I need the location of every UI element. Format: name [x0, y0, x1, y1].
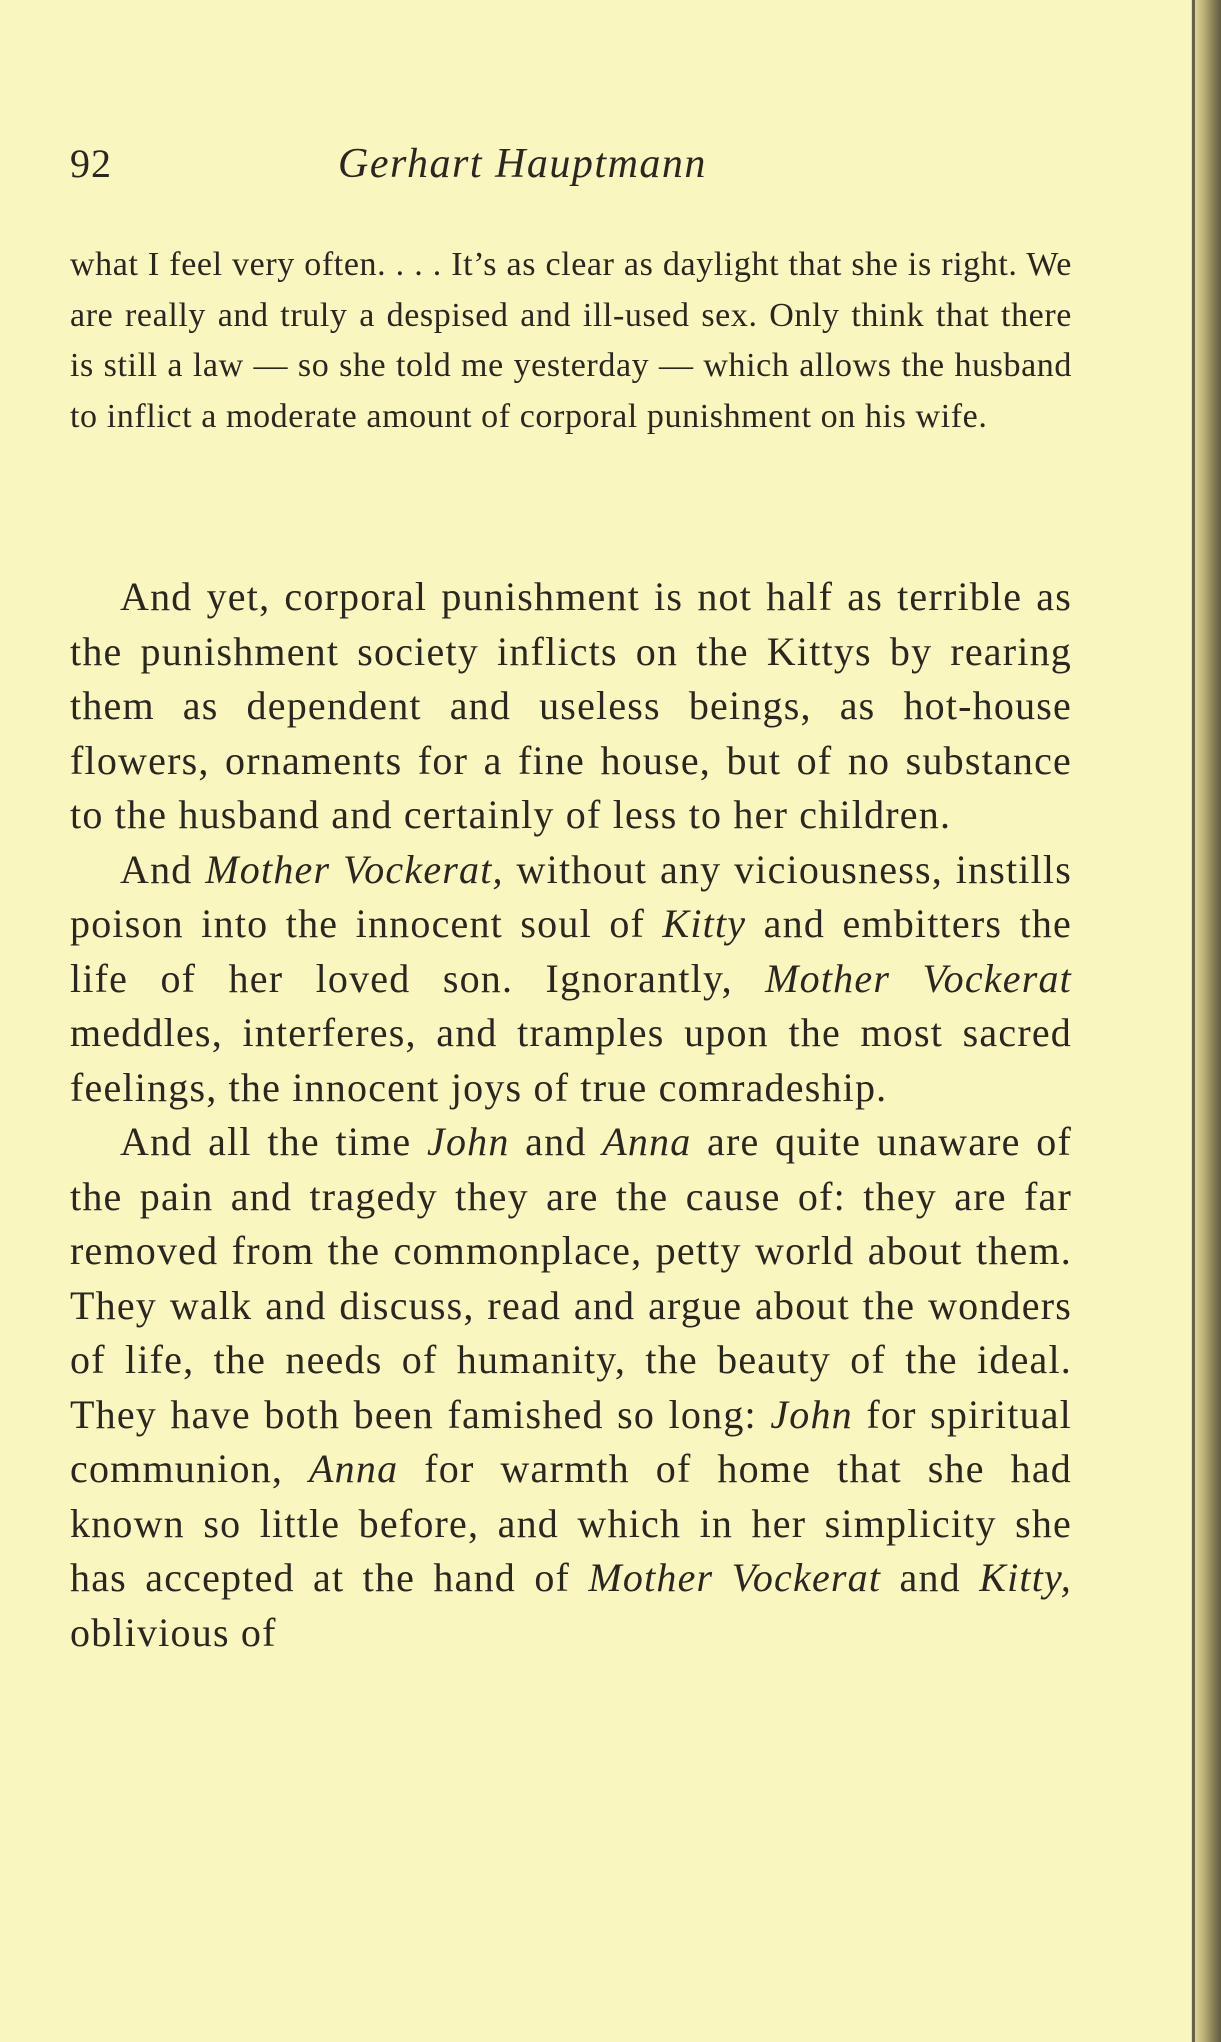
paragraph-2 [70, 843, 1072, 1116]
character-name: Anna [602, 1119, 692, 1164]
running-title: Gerhart Hauptmann [338, 141, 707, 187]
paragraph-1: And yet, corporal punishment is not half as terrible as the punishment society inflicts on the Kittys by rearing them as dependent and useless beings, as hot-house flowers, ornaments for a fine house, but of no substance to the husband and certainly of less to her children. [70, 574, 1072, 837]
text-run: And all the time [120, 1119, 427, 1164]
paragraph-3 [70, 1115, 1072, 1660]
text-run: meddles, interferes, and tramples upon the most sacred feelings, the innocent joys of true comradeship. [70, 1010, 1072, 1110]
text-run: and embitters the life of her loved son. Ignorantly, [70, 901, 1072, 1001]
text-run: without any viciousness, instills poison into the innocent soul of [70, 846, 1073, 946]
character-name: Mother Vockerat [765, 955, 1072, 1001]
character-name: Mother Vockerat [588, 1555, 882, 1600]
text-run: and [509, 1119, 603, 1164]
text-run: and [881, 1555, 980, 1600]
text-run: oblivious of [70, 1609, 277, 1655]
text-run: And [120, 846, 206, 892]
text-run: for spiritual communion, [70, 1391, 1072, 1491]
character-name: John [770, 1391, 853, 1437]
character-name: Kitty [662, 901, 747, 946]
body-text [70, 570, 1072, 1660]
text-run: for warmth of home that she had known so little before, and which in her simplicity she has accepted at the hand of [70, 1446, 1072, 1600]
running-head [70, 140, 1070, 200]
quoted-passage [70, 240, 1072, 442]
page-number: 92 [70, 141, 112, 186]
page-edge-shadow [1191, 0, 1221, 2042]
text-run: are quite unaware of the pain and tragedy they are the cause of: they are far removed from the commonplace, petty world about them. They walk and discuss, read and argue about the wonders of life, the needs of humanity, the beauty of the ideal. They have both been famished so long: [70, 1119, 1072, 1437]
character-name: Mother Vockerat, [205, 846, 504, 892]
quote-text: what I feel very often. . . . It’s as clear as daylight that she is right. We are really and truly a despised and ill-used sex. Only think that there is still a law — so she told me yesterday — which allows the husband to inflict a moderate amount of corporal punishment on his wife. [70, 246, 1072, 435]
character-name: John [426, 1119, 510, 1164]
character-name: Anna [309, 1446, 399, 1491]
character-name: Kitty, [979, 1555, 1072, 1600]
page-edge-line [1192, 0, 1195, 2042]
